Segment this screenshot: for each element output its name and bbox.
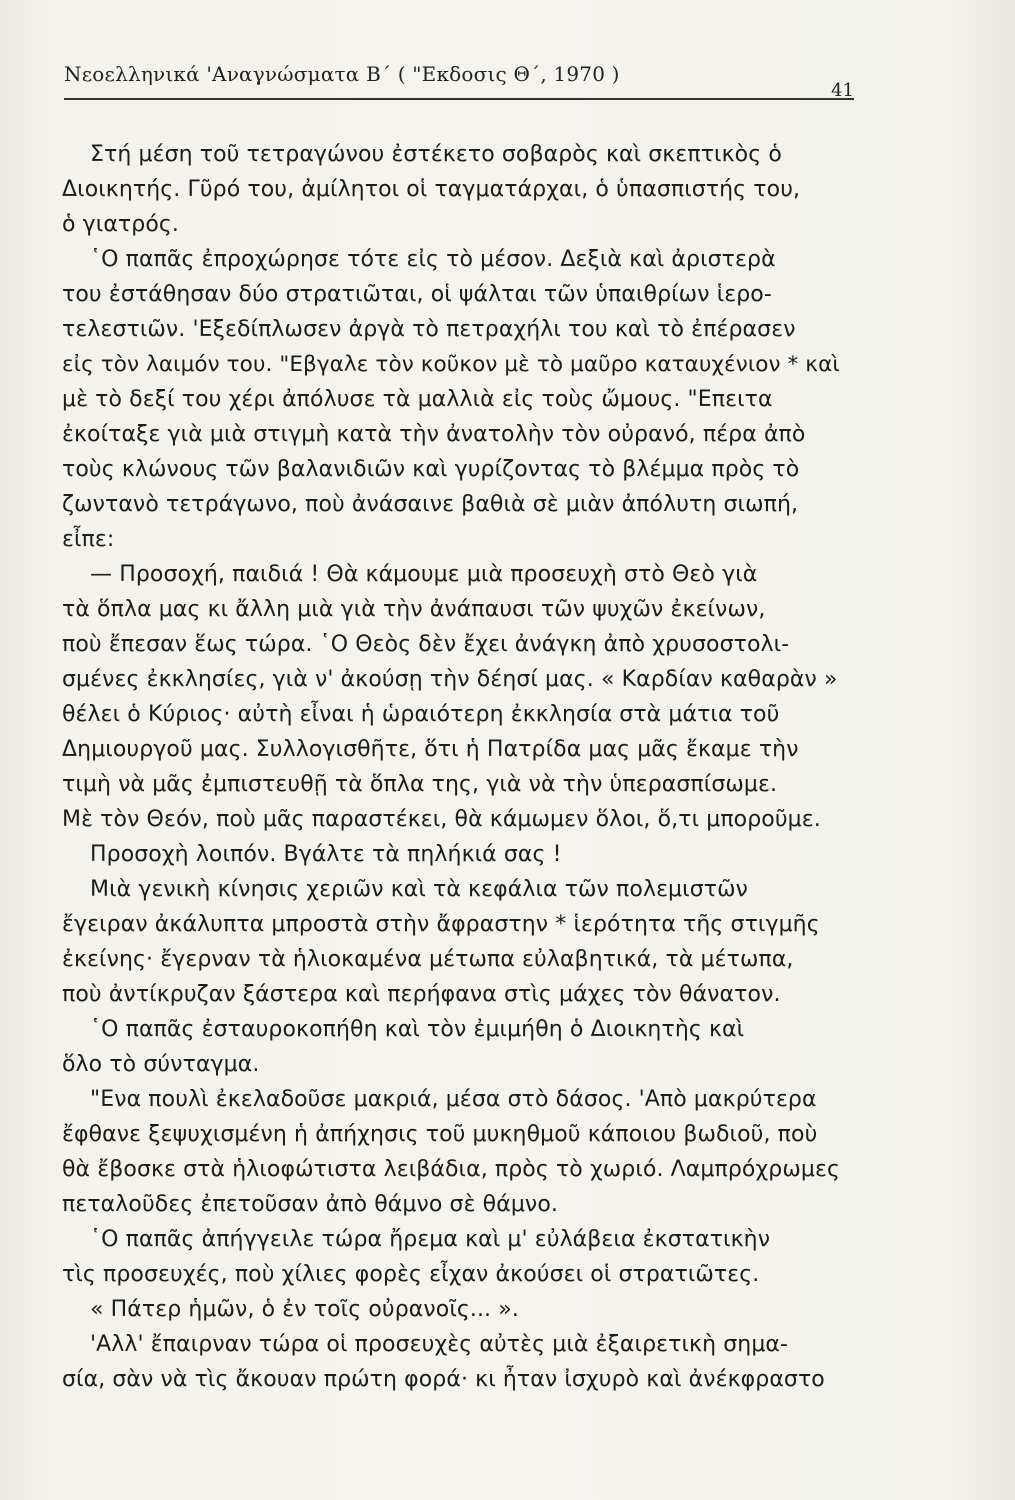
text-line: τοὺς κλώνους τῶν βαλανιδιῶν καὶ γυρίζοντας τὸ βλέμμα πρὸς τὸ (62, 457, 800, 482)
text-line: μὲ τὸ δεξί του χέρι ἀπόλυσε τὰ μαλλιὰ εἰς τοὺς ὤμους. "Επειτα (62, 387, 773, 412)
text-line: ποὺ ἔπεσαν ἕως τώρα. ῾Ο Θεὸς δὲν ἔχει ἀνάγκη ἀπὸ χρυσοστολι- (62, 632, 790, 657)
text-line: θὰ ἔβοσκε στὰ ἡλιοφώτιστα λειβάδια, πρὸς τὸ χωριό. Λαμπρόχρωμες (62, 1157, 840, 1182)
text-line: « Πάτερ ἡμῶν, ὁ ἐν τοῖς οὐρανοῖς... ». (90, 1297, 519, 1322)
text-line: πεταλοῦδες ἐπετοῦσαν ἀπὸ θάμνο σὲ θάμνο. (62, 1192, 558, 1217)
text-line: ὁ γιατρός. (62, 212, 179, 237)
text-line: — Προσοχή, παιδιά ! Θὰ κάμουμε μιὰ προσευχὴ στὸ Θεὸ γιὰ (90, 562, 758, 587)
text-line: του ἐστάθησαν δύο στρατιῶται, οἱ ψάλται τῶν ὑπαιθρίων ἱερο- (62, 282, 772, 307)
text-line: Διοικητής. Γῦρό του, ἀμίλητοι οἱ ταγματάρχαι, ὁ ὑπασπιστής του, (62, 177, 801, 202)
text-line: Προσοχὴ λοιπόν. Βγάλτε τὰ πηλήκιά σας ! (90, 842, 562, 867)
text-line: 'Αλλ' ἔπαιρναν τώρα οἱ προσευχὲς αὐτὲς μιὰ ἐξαιρετικὴ σημα- (90, 1332, 789, 1357)
text-line: τὰ ὅπλα μας κι ἄλλη μιὰ γιὰ τὴν ἀνάπαυσι τῶν ψυχῶν ἐκείνων, (62, 597, 766, 622)
text-line: ἔφθανε ξεψυχισμένη ἡ ἀπήχησις τοῦ μυκηθμοῦ κάποιου βωδιοῦ, ποὺ (62, 1122, 818, 1147)
text-line: εἶπε: (62, 527, 115, 552)
text-line: ζωντανὸ τετράγωνο, ποὺ ἀνάσαινε βαθιὰ σὲ μιὰν ἀπόλυτη σιωπή, (62, 492, 799, 517)
text-line: Μιὰ γενικὴ κίνησις χεριῶν καὶ τὰ κεφάλια τῶν πολεμιστῶν (90, 877, 749, 902)
text-line: τελεστιῶν. 'Εξεδίπλωσεν ἀργὰ τὸ πετραχήλι του καὶ τὸ ἐπέρασεν (62, 317, 796, 342)
text-line: τὶς προσευχές, ποὺ χίλιες φορὲς εἶχαν ἀκούσει οἱ στρατιῶτες. (62, 1262, 760, 1287)
page-number: 41 (831, 80, 854, 101)
text-line: ἐκοίταξε γιὰ μιὰ στιγμὴ κατὰ τὴν ἀνατολὴν τὸν οὐρανό, πέρα ἀπὸ (62, 422, 806, 447)
text-line: ῾Ο παπᾶς ἀπήγγειλε τώρα ἤρεμα καὶ μ' εὐλάβεια ἐκστατικὴν (90, 1227, 771, 1252)
text-line: ἐκείνης· ἔγερναν τὰ ἡλιοκαμένα μέτωπα εὐλαβητικά, τὰ μέτωπα, (62, 947, 794, 972)
text-line: ὅλο τὸ σύνταγμα. (62, 1052, 260, 1077)
running-head-title: Νεοελληνικά 'Αναγνώσματα Β΄ ( "Εκδοσις Θ΄, 1970 ) (64, 62, 620, 86)
text-line: Δημιουργοῦ μας. Συλλογισθῆτε, ὅτι ἡ Πατρίδα μας μᾶς ἔκαμε τὴν (62, 737, 799, 762)
text-line: "Ενα πουλὶ ἐκελαδοῦσε μακριά, μέσα στὸ δάσος. 'Απὸ μακρύτερα (90, 1087, 817, 1112)
text-line: ῾Ο παπᾶς ἐσταυροκοπήθη καὶ τὸν ἐμιμήθη ὁ Διοικητὴς καὶ (90, 1017, 745, 1042)
text-line: τιμὴ νὰ μᾶς ἐμπιστευθῇ τὰ ὅπλα της, γιὰ νὰ τὴν ὑπερασπίσωμε. (62, 772, 778, 797)
text-line: ῾Ο παπᾶς ἐπροχώρησε τότε εἰς τὸ μέσον. Δεξιὰ καὶ ἀριστερὰ (90, 247, 776, 272)
text-line: σία, σὰν νὰ τὶς ἄκουαν πρώτη φορά· κι ἦταν ἰσχυρὸ καὶ ἀνέκφραστο (62, 1367, 825, 1392)
text-line: Στή μέση τοῦ τετραγώνου ἐστέκετο σοβαρὸς καὶ σκεπτικὸς ὁ (90, 142, 782, 167)
text-line: θέλει ὁ Κύριος· αὐτὴ εἶναι ἡ ὡραιότερη ἐκκλησία στὰ μάτια τοῦ (62, 702, 780, 727)
header-rule (64, 98, 854, 100)
running-header (64, 62, 854, 101)
text-line: ἔγειραν ἀκάλυπτα μπροστὰ στὴν ἄφραστην * ἱερότητα τῆς στιγμῆς (62, 912, 820, 937)
text-line: Μὲ τὸν Θεόν, ποὺ μᾶς παραστέκει, θὰ κάμωμεν ὅλοι, ὅ,τι μποροῦμε. (62, 807, 821, 832)
text-line: εἰς τὸν λαιμόν του. "Εβγαλε τὸν κοῦκον μὲ τὸ μαῦρο καταυχένιον * καὶ (62, 352, 840, 377)
text-line: σμένες ἐκκλησίες, γιὰ ν' ἀκούσῃ τὴν δέησί μας. « Καρδίαν καθαρὰν » (62, 667, 838, 692)
text-line: ποὺ ἀντίκρυζαν ξάστερα καὶ περήφανα στὶς μάχες τὸν θάνατον. (62, 982, 781, 1007)
